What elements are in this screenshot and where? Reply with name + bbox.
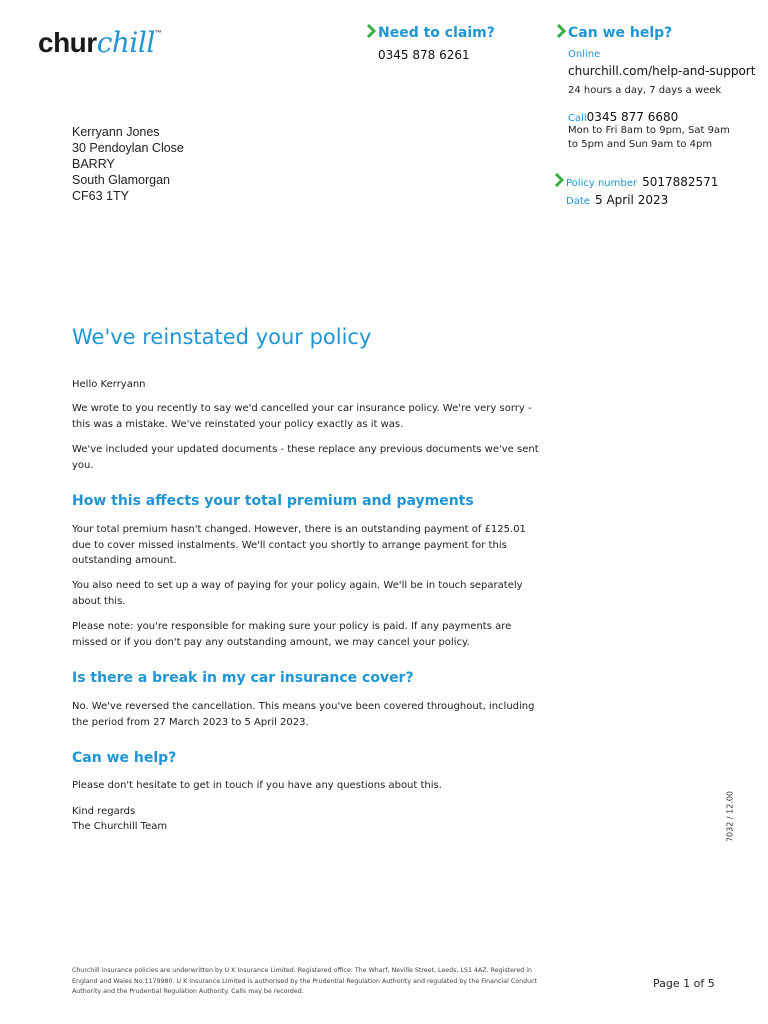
date-line [566,189,668,208]
churchill-logo [38,26,161,59]
policy-number-line [554,171,718,190]
recipient-address [72,124,184,204]
paragraph-6: No. We've reversed the cancellation. This means you've been covered throughout, including the period from 27 March 2023 to 5 April 2023. [72,701,535,728]
letter-date: 5 April 2023 [595,193,669,207]
call-hours-2: to 5pm and Sun 9am to 4pm [568,139,713,150]
address-line: Kerryann Jones [72,125,160,139]
chevron-right-icon [556,24,566,38]
address-line: 30 Pendoylan Close [72,141,184,155]
claim-phone[interactable]: 0345 878 6261 [378,48,470,62]
logo-text-dark: chur [38,27,97,58]
call-number[interactable]: 0345 877 6680 [586,110,679,124]
paragraph-4: You also need to set up a way of paying for your policy again. We'll be in touch separately about this. [72,580,523,607]
paragraph-1: We wrote to you recently to say we'd cancelled your car insurance policy. We're very sorry - this was a mistake. We've reinstated your policy exactly as it was. [72,403,532,430]
claim-heading [366,24,495,41]
paragraph-2: We've included your updated documents - these replace any previous documents we've sent you. [72,444,539,471]
document-reference: 7032 / 12.00 [725,790,735,843]
call-hours-1: Mon to Fri 8am to 9pm, Sat 9am [568,125,730,136]
chevron-right-icon [554,173,564,187]
heading-premium: How this affects your total premium and payments [72,493,474,509]
page-number: Page 1 of 5 [653,977,715,990]
help-heading-text: Can we help? [568,25,673,41]
address-line: South Glamorgan [72,173,170,187]
address-line: BARRY [72,157,115,171]
policy-number: 5017882571 [642,175,719,189]
call-label: Call [568,113,587,124]
heading-help: Can we help? [72,750,177,766]
policy-number-label: Policy number [566,178,637,189]
online-label: Online [568,49,601,60]
heading-break: Is there a break in my car insurance cover? [72,670,414,686]
date-label: Date [566,196,590,207]
logo-trademark: ™ [154,30,162,37]
sign-off: Kind regards [72,806,136,817]
legal-footer: Churchill insurance policies are underwritten by U K Insurance Limited. Registered office: The Wharf, Neville Street, Leeds, LS1 4AZ. Registered in England and Wales No.1179980. U K Insurance Limited is authorised by the Prudential Regulation Authority and regulated by the Financial Conduct Authority and the Prudential Regulation Authority. Calls may be recorded. [72,967,538,995]
online-url[interactable]: churchill.com/help-and-support [568,64,756,78]
letter-title: We've reinstated your policy [72,325,372,349]
logo-text-blue: chill [96,26,155,59]
signature: The Churchill Team [72,821,168,832]
paragraph-7: Please don't hesitate to get in touch if you have any questions about this. [72,780,442,791]
chevron-right-icon [366,24,376,38]
paragraph-3: Your total premium hasn't changed. However, there is an outstanding payment of £125.01 due to cover missed instalments. We'll contact you shortly to arrange payment for this outstanding amount. [72,524,526,566]
call-line [568,106,678,125]
address-line: CF63 1TY [72,189,129,203]
paragraph-5: Please note: you're responsible for making sure your policy is paid. If any payments are missed or if you don't pay any outstanding amount, we may cancel your policy. [72,621,512,648]
online-hours: 24 hours a day, 7 days a week [568,85,722,96]
claim-heading-text: Need to claim? [378,25,495,41]
help-heading [556,24,672,41]
greeting: Hello Kerryann [72,379,146,390]
